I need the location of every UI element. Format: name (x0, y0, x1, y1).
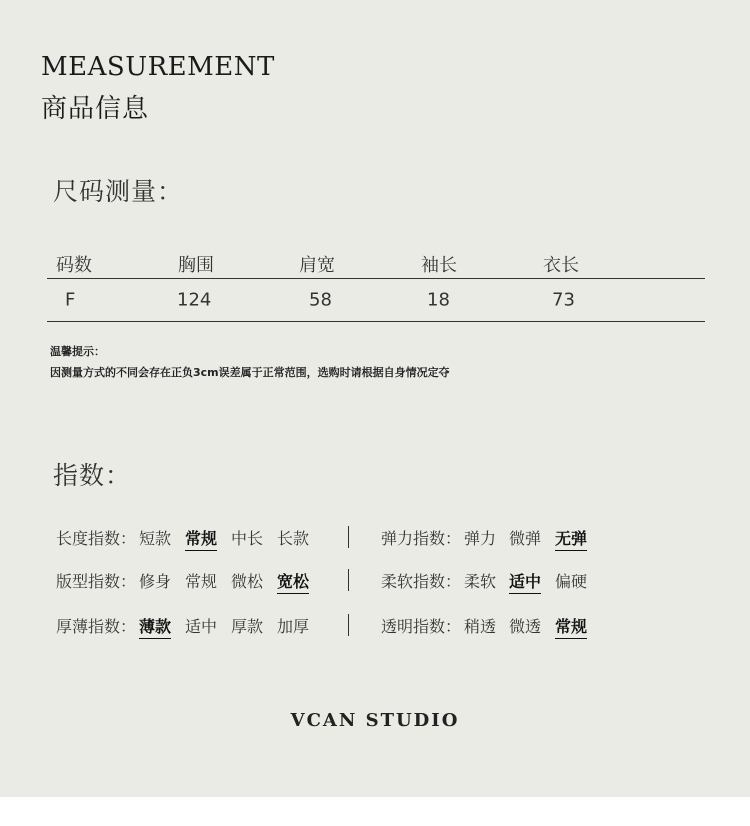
table-cell: 18 (427, 289, 450, 311)
index-row (56, 614, 616, 638)
divider (348, 526, 349, 548)
column-header: 码数 (56, 255, 92, 276)
index-option: 微松 (231, 572, 264, 591)
size-section-title: 尺码测量： (53, 177, 184, 206)
title-english: MEASUREMENT (41, 52, 275, 82)
index-option: 加厚 (277, 617, 310, 636)
tip-title: 温馨提示： (50, 345, 105, 358)
index-option: 柔软 (464, 572, 497, 591)
index-option-selected: 宽松 (277, 569, 309, 594)
index-label: 长度指数： (56, 529, 137, 548)
tip-text: 因测量方式的不同会存在正负3cm误差属于正常范围，选购时请根据自身情况定夺 (50, 366, 450, 379)
index-option: 弹力 (464, 529, 497, 548)
table-cell: 124 (177, 289, 212, 311)
table-cell: 58 (309, 289, 332, 311)
index-option-selected: 适中 (509, 569, 541, 594)
index-section-title: 指数： (53, 461, 132, 490)
index-option: 微透 (509, 617, 542, 636)
table-row (47, 278, 705, 322)
column-header: 胸围 (178, 255, 214, 276)
index-option: 微弹 (509, 529, 542, 548)
index-label: 弹力指数： (381, 529, 462, 548)
index-option: 偏硬 (555, 572, 588, 591)
index-label: 透明指数： (381, 617, 462, 636)
brand-logo: VCAN STUDIO (290, 710, 460, 731)
index-option-selected: 薄款 (139, 614, 171, 639)
table-cell: F (65, 289, 76, 311)
index-option: 中长 (231, 529, 264, 548)
index-option: 短款 (139, 529, 172, 548)
divider (348, 569, 349, 591)
title-chinese: 商品信息 (41, 94, 150, 124)
size-table (47, 236, 705, 322)
column-header: 肩宽 (299, 255, 335, 276)
column-header: 衣长 (543, 255, 579, 276)
table-cell: 73 (552, 289, 575, 311)
index-option: 适中 (185, 617, 218, 636)
index-option: 常规 (185, 572, 218, 591)
index-option-selected: 常规 (185, 526, 217, 551)
index-option: 厚款 (231, 617, 264, 636)
divider (348, 614, 349, 636)
column-header: 袖长 (421, 255, 457, 276)
index-option: 长款 (277, 529, 310, 548)
index-row (56, 526, 616, 550)
index-option-selected: 常规 (555, 614, 587, 639)
index-label: 厚薄指数： (56, 617, 137, 636)
index-label: 柔软指数： (381, 572, 462, 591)
size-table-header (47, 236, 705, 278)
index-row (56, 569, 616, 593)
index-option: 稍透 (464, 617, 497, 636)
index-option-selected: 无弹 (555, 526, 587, 551)
index-option: 修身 (139, 572, 172, 591)
index-label: 版型指数： (56, 572, 137, 591)
